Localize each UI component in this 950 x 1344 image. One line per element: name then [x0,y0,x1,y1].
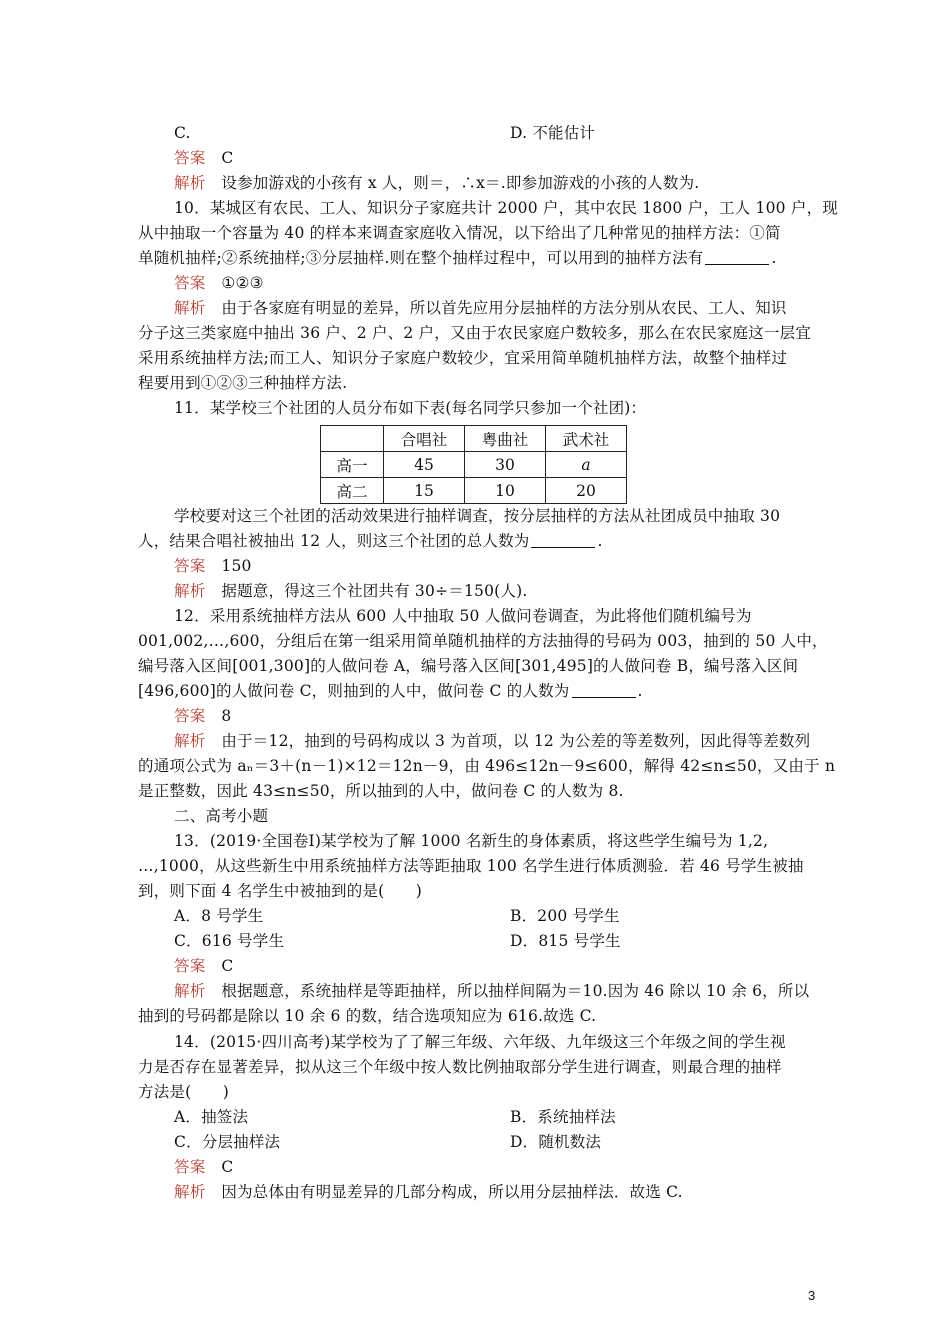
q13-option-a: A．8 号学生 [174,907,264,925]
answer-blank [705,250,769,265]
q9-analysis [174,171,854,196]
q11-line-2: 人，结果合唱社被抽出 12 人，则这三个社团的总人数为 . [138,532,603,550]
table-cell: 15 [384,478,465,504]
analysis-label: 解析 [174,982,206,1000]
q13-stem-line-1: 13．(2019·全国卷Ⅰ)某学校为了解 1000 名新生的身体素质，将这些学生编号为 1,2, [174,832,769,850]
q10-answer [174,271,854,296]
analysis-label: 解析 [174,174,206,192]
answer-label: 答案 [174,149,206,167]
answer-label: 答案 [174,274,206,292]
q13-analysis-line-1 [174,979,854,1004]
analysis-text: 由于各家庭有明显的差异，所以首先应用分层抽样的方法分别从农民、工人、知识 [221,299,787,317]
q11-line-1: 学校要对这三个社团的活动效果进行抽样调查，按分层抽样的方法从社团成员中抽取 30 [174,507,781,525]
answer-label: 答案 [174,957,206,975]
q14-options-row-1 [174,1105,854,1130]
q14-answer [174,1155,854,1180]
table-cell: 45 [384,452,465,478]
analysis-label: 解析 [174,1183,206,1201]
q10-stem-line-1: 10．某城区有农民、工人、知识分子家庭共计 2000 户，其中农民 1800 户，工人 100 户，现 [174,199,838,217]
q13-options-row-2 [174,929,854,954]
analysis-text: 据题意，得这三个社团共有 30÷＝150(人). [221,582,528,600]
q12-stem-text: [496,600]的人做问卷 C，则抽到的人中，做问卷 C 的人数为 [138,682,570,700]
q13-option-c: C．616 号学生 [174,932,285,950]
q11-answer [174,554,854,579]
q13-option-b: B．200 号学生 [510,907,620,925]
table-header-cell: 粤曲社 [465,426,546,452]
q14-option-a: A．抽签法 [174,1108,249,1126]
q14-option-d: D．随机数法 [510,1133,602,1151]
q12-stem-line-4: [496,600]的人做问卷 C，则抽到的人中，做问卷 C 的人数为 . [138,682,643,700]
analysis-text: 因为总体由有明显差异的几部分构成，所以用分层抽样法．故选 C. [221,1183,683,1201]
q10-stem-line-2: 从中抽取一个容量为 40 的样本来调查家庭收入情况，以下给出了几种常见的抽样方法：①简 [138,224,781,242]
club-distribution-table [320,425,627,504]
q9-options-row [174,121,854,146]
q11-analysis [174,579,854,604]
q10-analysis-line-4: 程要用到①②③三种抽样方法. [138,374,348,392]
table-header-cell: 武术社 [546,426,627,452]
table-cell: 30 [465,452,546,478]
q14-stem-line-1: 14．(2015·四川高考)某学校为了了解三年级、六年级、九年级这三个年级之间的学生视 [174,1033,786,1051]
answer-value: 150 [221,557,252,575]
q12-stem-line-3: 编号落入区间[001,300]的人做问卷 A，编号落入区间[301,495]的人做问卷 B，编号落入区间 [138,657,799,675]
analysis-label: 解析 [174,732,206,750]
q9-option-d: D. 不能估计 [510,124,596,142]
q12-analysis-line-1 [174,729,854,754]
answer-label: 答案 [174,1158,206,1176]
analysis-text: 由于＝12，抽到的号码构成以 3 为首项，以 12 为公差的等差数列，因此得等差数列 [221,732,811,750]
answer-blank [531,533,595,548]
q12-analysis-line-3: 是正整数，因此 43≤n≤50，所以抽到的人中，做问卷 C 的人数为 8. [138,782,624,800]
q11-stem-text: 人，结果合唱社被抽出 12 人，则这三个社团的总人数为 [138,532,530,550]
q13-stem-line-2: …,1000，从这些新生中用系统抽样方法等距抽取 100 名学生进行体质测验．若 46 号学生被抽 [138,857,804,875]
page-number: 3 [808,1288,816,1303]
q13-options-row-1 [174,904,854,929]
table-header-cell: 合唱社 [384,426,465,452]
answer-value: C [221,149,234,167]
q10-stem-text: 单随机抽样;②系统抽样;③分层抽样.则在整个抽样过程中，可以用到的抽样方法有 [138,249,704,267]
table-cell: 20 [546,478,627,504]
table-header-row [321,426,627,452]
analysis-label: 解析 [174,582,206,600]
q14-options-row-2 [174,1130,854,1155]
q10-analysis-line-3: 采用系统抽样方法;而工人、知识分子家庭户数较少，宜采用简单随机抽样方法，故整个抽样过 [138,349,788,367]
analysis-text: 设参加游戏的小孩有 x 人，则＝，∴x＝.即参加游戏的小孩的人数为. [221,174,700,192]
q14-stem-line-2: 力是否存在显著差异，拟从这三个年级中按人数比例抽取部分学生进行调查，则最合理的抽样 [138,1058,782,1076]
q10-stem-line-3: 单随机抽样;②系统抽样;③分层抽样.则在整个抽样过程中，可以用到的抽样方法有 . [138,249,777,267]
q9-option-c: C. [174,124,191,142]
answer-value: C [221,1158,234,1176]
q12-analysis-line-2: 的通项公式为 aₙ＝3＋(n－1)×12＝12n－9，由 496≤12n－9≤600，解得 42≤n≤50，又由于 n [138,757,836,775]
analysis-label: 解析 [174,299,206,317]
analysis-text: 根据题意，系统抽样是等距抽样，所以抽样间隔为＝10.因为 46 除以 10 余 6，所以 [221,982,810,1000]
answer-value: ①②③ [221,274,264,292]
q12-answer [174,704,854,729]
table-cell: 10 [465,478,546,504]
table-cell [321,426,384,452]
q13-option-d: D．815 号学生 [510,932,621,950]
q14-option-b: B．系统抽样法 [510,1108,616,1126]
q9-answer [174,146,854,171]
answer-blank [572,683,636,698]
q13-answer [174,954,854,979]
q13-stem-line-3: 到，则下面 4 名学生中被抽到的是( ) [138,882,423,900]
table-row-label: 高二 [321,478,384,504]
q14-option-c: C．分层抽样法 [174,1133,281,1151]
answer-label: 答案 [174,557,206,575]
q12-stem-line-1: 12．采用系统抽样方法从 600 人中抽取 50 人做问卷调查，为此将他们随机编号为 [174,607,752,625]
table-row [321,452,627,478]
q11-stem: 11．某学校三个社团的人员分布如下表(每名同学只参加一个社团)： [174,399,647,417]
q13-analysis-line-2: 抽到的号码都是除以 10 余 6 的数，结合选项知应为 616.故选 C. [138,1007,597,1025]
q10-analysis-line-2: 分子这三类家庭中抽出 36 户、2 户、2 户，又由于农民家庭户数较多，那么在农民家庭这一层宜 [138,324,812,342]
q14-analysis [174,1180,854,1205]
q14-stem-line-3: 方法是( ) [138,1083,229,1101]
section-heading: 二、高考小题 [174,807,269,825]
q10-analysis-line-1 [174,296,854,321]
table-row [321,478,627,504]
table-cell: a [546,452,627,478]
q12-stem-line-2: 001,002,…,600，分组后在第一组采用简单随机抽样的方法抽得的号码为 003，抽到的 50 人中， [138,632,828,650]
answer-value: 8 [221,707,232,725]
table-row-label: 高一 [321,452,384,478]
answer-value: C [221,957,234,975]
answer-label: 答案 [174,707,206,725]
